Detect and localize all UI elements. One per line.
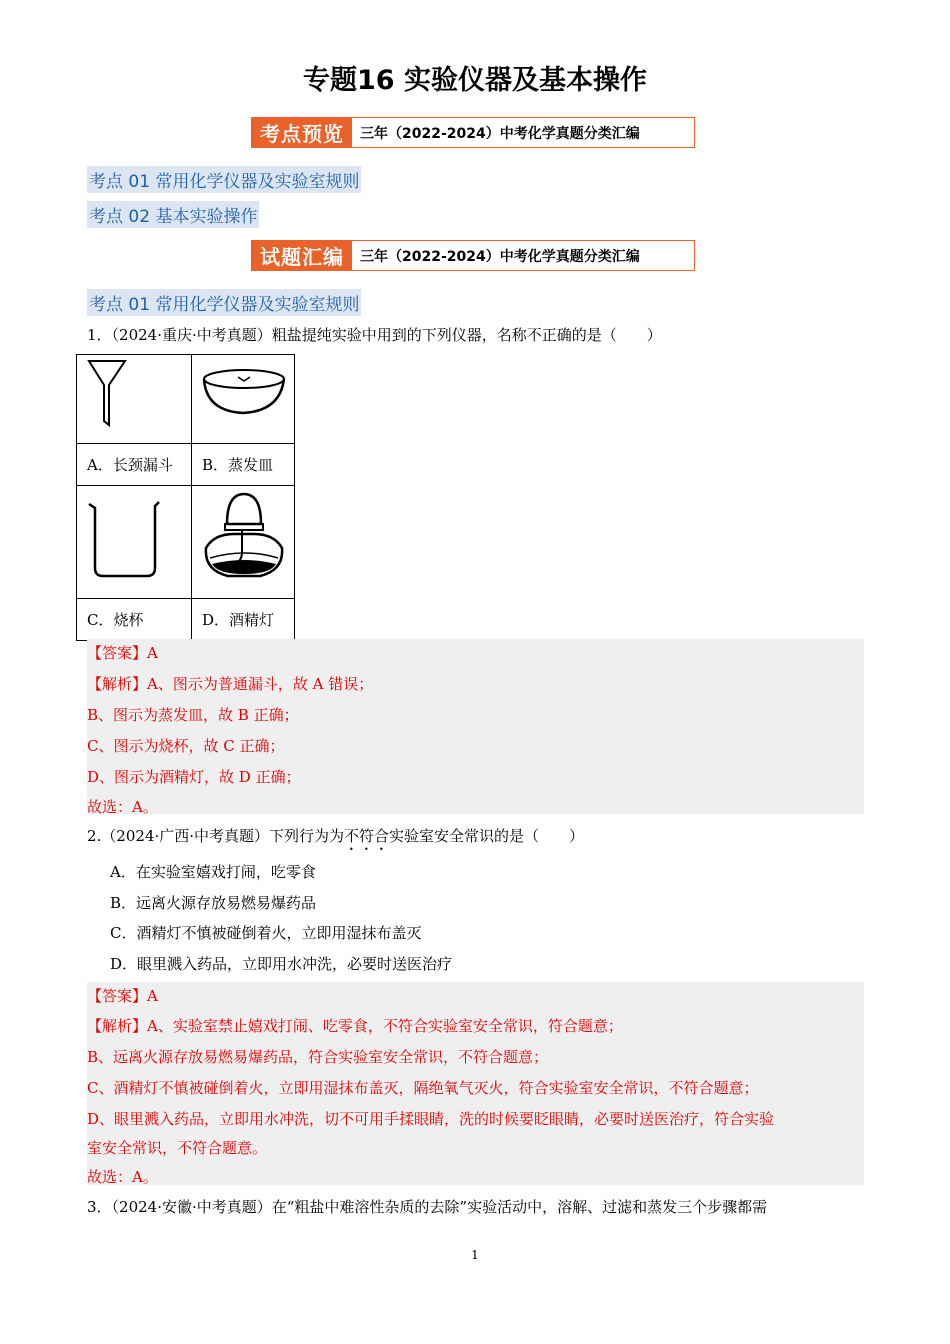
analysis-line: D、眼里溅入药品，立即用水冲洗，切不可用手揉眼睛，洗的时候要眨眼睛，必要时送医治疗，符合实验 — [87, 1110, 775, 1128]
page-title: 专题16 实验仪器及基本操作 — [303, 65, 647, 96]
instrument-cell — [192, 486, 295, 599]
answer-line: 【答案】A — [87, 987, 158, 1005]
banner-subtitle: 三年（2022-2024）中考化学真题分类汇编 — [360, 125, 640, 142]
analysis-line: C、图示为烧杯，故 C 正确； — [87, 737, 285, 755]
evaporating-dish-icon — [192, 355, 294, 439]
funnel-icon — [77, 355, 191, 439]
analysis-line: 室安全常识，不符合题意。 — [87, 1139, 268, 1157]
question-1-stem: 1．（2024·重庆·中考真题）粗盐提纯实验中用到的下列仪器，名称不正确的是（ ） — [87, 326, 662, 344]
stem-text: 实验室安全常识的是（ ） — [389, 827, 585, 845]
analysis-line: 故选：A。 — [87, 1168, 158, 1186]
section-heading: 考点 01 常用化学仪器及实验室规则 — [87, 289, 361, 316]
banner-tag: 试题汇编 — [252, 241, 352, 270]
analysis-line: 【解析】A、实验室禁止嬉戏打闹、吃零食，不符合实验室安全常识，符合题意； — [87, 1017, 623, 1035]
alcohol-lamp-icon — [192, 486, 294, 594]
analysis-line: D、图示为酒精灯，故 D 正确； — [87, 768, 301, 786]
question-2-stem — [87, 825, 584, 854]
stem-emphasis: 不符合 — [344, 827, 390, 845]
toc-link-1[interactable]: 考点 01 常用化学仪器及实验室规则 — [87, 166, 361, 193]
answer-block-1 — [87, 639, 864, 814]
analysis-line: B、图示为蒸发皿，故 B 正确； — [87, 706, 299, 724]
instrument-cell — [77, 486, 192, 599]
analysis-line: C、酒精灯不慎被碰倒着火，立即用湿抹布盖灭，隔绝氧气灭火，符合实验室安全常识，不符合题意； — [87, 1079, 759, 1097]
stem-text: 2.（2024·广西·中考真题）下列行为为 — [87, 827, 345, 845]
option-d: D．眼里溅入药品，立即用水冲洗，必要时送医治疗 — [110, 955, 453, 973]
page-number: 1 — [471, 1248, 479, 1262]
analysis-line: 【解析】A、图示为普通漏斗，故 A 错误； — [87, 675, 374, 693]
instrument-cell — [77, 355, 192, 444]
instrument-cell — [192, 355, 295, 444]
banner-subtitle: 三年（2022-2024）中考化学真题分类汇编 — [360, 248, 640, 265]
instrument-label: D．酒精灯 — [192, 599, 295, 641]
analysis-line: B、远离火源存放易燃易爆药品，符合实验室安全常识，不符合题意； — [87, 1048, 549, 1066]
instrument-label: B．蒸发皿 — [192, 444, 295, 486]
beaker-icon — [77, 486, 191, 594]
preview-banner — [251, 117, 695, 148]
option-a: A．在实验室嬉戏打闹，吃零食 — [110, 863, 316, 881]
option-c: C．酒精灯不慎被碰倒着火，立即用湿抹布盖灭 — [110, 924, 422, 942]
question-3-stem: 3．（2024·安徽·中考真题）在“粗盐中难溶性杂质的去除”实验活动中，溶解、过滤和蒸发三个步骤都需 — [87, 1198, 768, 1216]
answer-line: 【答案】A — [87, 644, 158, 662]
banner-tag: 考点预览 — [252, 118, 352, 147]
instrument-label: C．烧杯 — [77, 599, 192, 641]
instrument-label: A．长颈漏斗 — [77, 444, 192, 486]
option-b: B．远离火源存放易燃易爆药品 — [110, 894, 317, 912]
analysis-line: 故选：A。 — [87, 798, 158, 816]
toc-link-2[interactable]: 考点 02 基本实验操作 — [87, 201, 259, 228]
answer-block-2 — [87, 982, 864, 1185]
exercises-banner — [251, 240, 695, 271]
instrument-table — [76, 354, 295, 641]
